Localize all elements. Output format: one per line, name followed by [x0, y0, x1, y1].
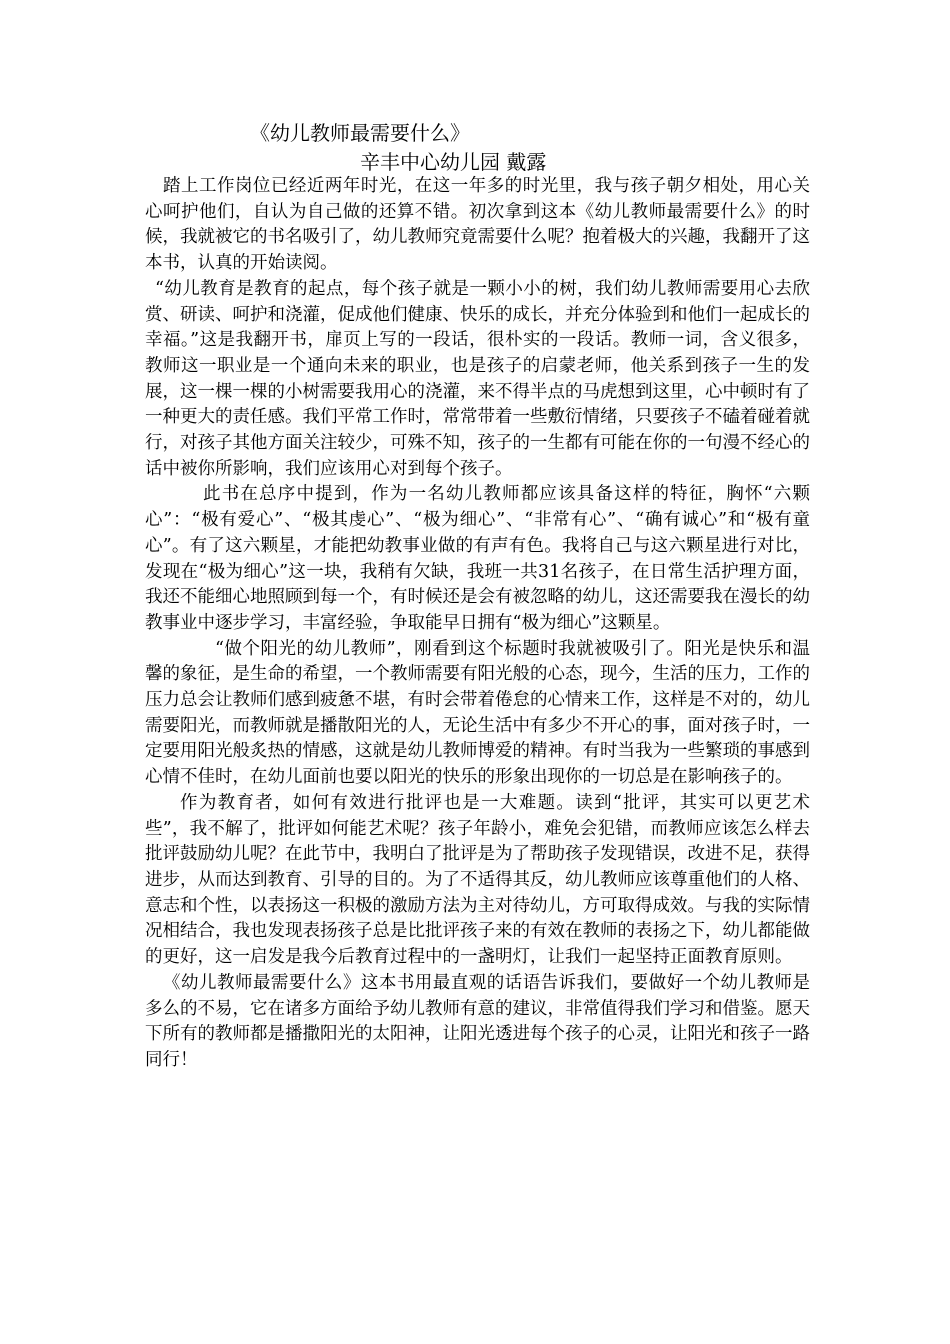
paragraph: “做个阳光的幼儿教师”，刚看到这个标题时我就被吸引了。阳光是快乐和温馨的象征，是生命的希望，一个教师需要有阳光般的心态，现今，生活的压力，工作的压力总会让教师们感到疲惫不堪，有时会带着倦怠的心情来工作，这样是不对的，幼儿需要阳光，而教师就是播散阳光的人，无论生活中有多少不开心的事，面对孩子时，一定要用阳光般炙热的情感，这就是幼儿教师博爱的精神。有时当我为一些繁琐的事感到心情不佳时，在幼儿面前也要以阳光的快乐的形象出现你的一切总是在影响孩子的。: [145, 638, 810, 788]
document-title: 《幼儿教师最需要什么》: [250, 121, 470, 145]
paragraph: 踏上工作岗位已经近两年时光，在这一年多的时光里，我与孩子朝夕相处，用心关心呵护他们，自认为自己做的还算不错。初次拿到这本《幼儿教师最需要什么》的时候，我就被它的书名吸引了，幼儿教师究竟需要什么呢？抱着极大的兴趣，我翻开了这本书，认真的开始读阅。: [145, 176, 810, 274]
paragraph: 《幼儿教师最需要什么》这本书用最直观的话语告诉我们，要做好一个幼儿教师是多么的不易，它在诸多方面给予幼儿教师有意的建议，非常值得我们学习和借鉴。愿天下所有的教师都是播撒阳光的太阳神，让阳光透进每个孩子的心灵，让阳光和孩子一路同行！: [145, 972, 810, 1070]
author-line: 辛丰中心幼儿园 戴露: [360, 150, 547, 174]
paragraph: 作为教育者，如何有效进行批评也是一大难题。读到“批评，其实可以更艺术些”，我不解了，批评如何能艺术呢？孩子年龄小，难免会犯错，而教师应该怎么样去批评鼓励幼儿呢？在此节中，我明白了批评是为了帮助孩子发现错误，改进不足，获得进步，从而达到教育、引导的目的。为了不适得其反，幼儿教师应该尊重他们的人格、意志和个性，以表扬这一积极的激励方法为主对待幼儿，方可取得成效。与我的实际情况相结合，我也发现表扬孩子总是比批评孩子来的有效在教师的表扬之下，幼儿都能做的更好，这一启发是我今后教育过程中的一盏明灯，让我们一起坚持正面教育原则。: [145, 792, 810, 968]
paragraph: “幼儿教育是教育的起点，每个孩子就是一颗小小的树，我们幼儿教师需要用心去欣赏、研读、呵护和浇灌，促成他们健康、快乐的成长，并充分体验到和他们一起成长的幸福。”这是我翻开书，扉页上写的一段话，很朴实的一段话。教师一词，含义很多，教师这一职业是一个通向未来的职业，也是孩子的启蒙老师，他关系到孩子一生的发展，这一棵一棵的小树需要我用心的浇灌，来不得半点的马虎想到这里，心中顿时有了一种更大的责任感。我们平常工作时，常常带着一些敷衍情绪，只要孩子不磕着碰着就行，对孩子其他方面关注较少，可殊不知，孩子的一生都有可能在你的一句漫不经心的话中被你所影响，我们应该用心对到每个孩子。: [145, 278, 810, 479]
document-body: [145, 174, 810, 1074]
paragraph: 此书在总序中提到，作为一名幼儿教师都应该具备这样的特征，胸怀“六颗心”：“极有爱心”、“极其虔心”、“极为细心”、“非常有心”、“确有诚心”和“极有童心”。有了这六颗星，才能把幼教事业做的有声有色。我将自己与这六颗星进行对比，发现在“极为细心”这一块，我稍有欠缺，我班一共31名孩子，在日常生活护理方面，我还不能细心地照顾到每一个，有时候还是会有被忽略的幼儿，这还需要我在漫长的幼教事业中逐步学习，丰富经验，争取能早日拥有“极为细心”这颗星。: [145, 484, 810, 633]
